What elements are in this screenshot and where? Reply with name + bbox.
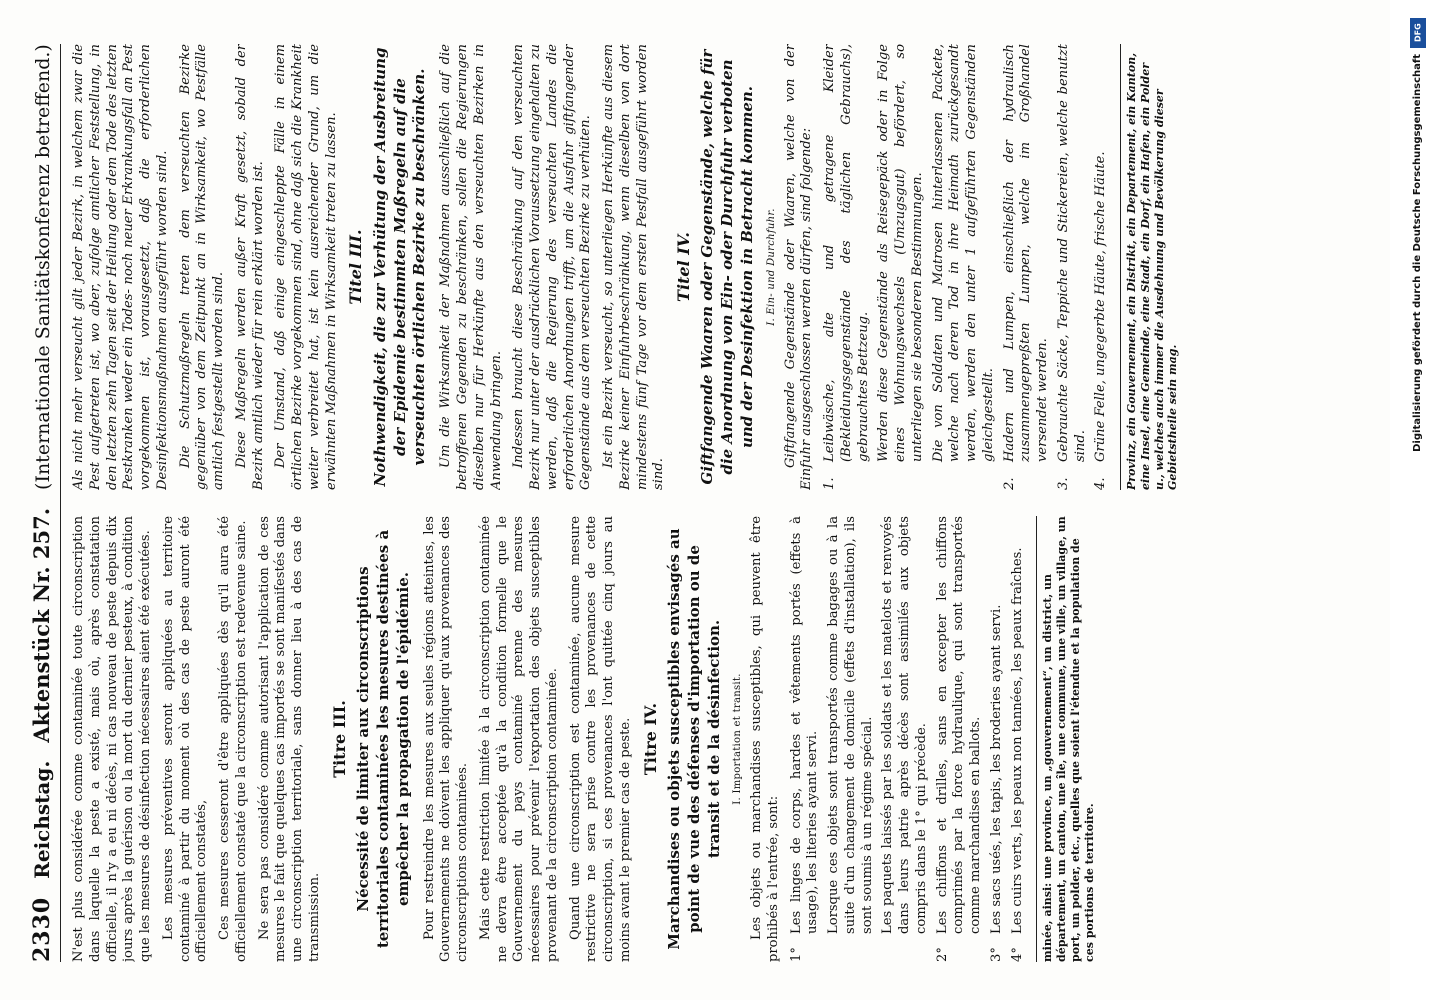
title-iii: Titre III. — [329, 700, 349, 778]
item-list — [789, 516, 1027, 962]
item-number — [826, 940, 876, 962]
header-act-number: Aktenstück Nr. 257. — [29, 507, 54, 743]
title-iv: Titre IV. — [640, 702, 660, 776]
item-text: Grüne Felle, ungegerbte Häute, frische Häute. — [1093, 151, 1109, 462]
paragraph: Les mesures préventives seront appliquées au territoire contaminé à partir du moment où des cas de peste auront été officiellement constatés, — [160, 516, 210, 962]
item-text: Die von Soldaten und Matrosen hinterlassenen Packete, welche nach deren Tod in ihre Heimath zurückgesandt werden, werden den unter 1 aufgeführten Gegenständen gleichgestellt. — [930, 44, 996, 462]
watermark-text: Digitalisierung gefördert durch die Deutsche Forschungsgemeinschaft — [1412, 54, 1423, 452]
list-item — [826, 516, 876, 962]
item-text: Hadern und Lumpen, einschließlich der hydraulisch zusammengepreßten Lumpen, welche im Großhandel versendet werden. — [1001, 44, 1051, 462]
item-text: Gebrauchte Säcke, Teppiche und Stickereien, welche benutzt sind. — [1055, 44, 1088, 462]
item-text: Les cuirs verts, les peaux non tannées, les peaux fraîches. — [1009, 547, 1025, 934]
paragraph: Quand une circonscription est contaminée, aucune mesure restrictive ne sera prise contre les provenances de cette circonscription, si ces provenances l'ont quittée cinq jours au moins avant le premier cas de peste. — [567, 516, 633, 962]
paragraph: Die Schutzmaßregeln treten dem verseuchten Bezirke gegenüber von dem Zeitpunkt an in Wirksamkeit, wo Pestfälle amtlich festgestellt worden sind. — [177, 44, 227, 490]
french-column — [71, 516, 1371, 962]
list-item — [989, 516, 1006, 962]
header-subject: (Internationale Sanitätskonferenz betreffend.) — [32, 44, 54, 490]
paragraph: Der Umstand, daß einige eingeschleppte Fälle in einem örtlichen Bezirke vorgekommen sind, ohne daß sich die Krankheit weiter verbreitet hat, ist kein ausreichender Grund, um die erwähnten Maßnahmen in Wirksamkeit treten zu lassen. — [273, 44, 339, 490]
title-iv: Titel IV. — [674, 232, 694, 302]
item-number: 2° — [934, 947, 950, 962]
section-heading: Nothwendigkeit, die zur Verhütung der Ausbreitung der Epidemie bestimmten Maßregeln auf die verseuchten örtlichen Bezirke zu beschränken. — [370, 47, 429, 487]
paragraph: Ces mesures cesseront d'être appliquées dès qu'il aura été officiellement constaté que la circonscription est redevenue saine. — [217, 516, 249, 962]
list-item — [931, 44, 998, 490]
section-heading: Giftfangende Waaren oder Gegenstände, welche für die Anordnung von Ein- oder Durchfuhr verboten und der Desinfektion in Betracht kommen. — [698, 49, 757, 485]
list-item — [876, 44, 926, 490]
item-list — [822, 44, 1110, 490]
item-text: Leibwäsche, alte und getragene Kleider (Bekleidungsgegenstände des täglichen Gebrauchs), gebrauchtes Bettzeug. — [822, 44, 871, 462]
two-column-body — [71, 44, 1371, 962]
list-item — [1010, 516, 1027, 962]
paragraph: Giftfangende Gegenstände oder Waaren, welche von der Einfuhr ausgeschlossen werden dürfen, sind folgende: — [782, 44, 815, 490]
german-column — [71, 44, 1371, 490]
item-number: 4. — [1093, 477, 1109, 490]
title-iii: Titel III. — [346, 229, 366, 305]
paragraph: Indessen braucht diese Beschränkung auf den verseuchten Bezirk nur unter der ausdrücklichen Voraussetzung eingehalten zu werden, daß die Regierung des verseuchten Landes die erforderlichen Anordnungen trifft, um die Ausfuhr giftfangender Gegenstände aus dem verseuchten Bezirke zu verhüten. — [511, 44, 594, 490]
paragraph: Ist ein Bezirk verseucht, so unterliegen Herkünfte aus diesem Bezirke keiner Einfuhrbeschränkung, wenn dieselben von dort mindestens fünf Tage vor dem ersten Pestfall ausgeführt worden sind. — [601, 44, 667, 490]
dfg-watermark — [1410, 10, 1428, 990]
page-number: 2330 — [29, 896, 55, 962]
item-number: 4° — [1009, 947, 1025, 962]
paragraph: Ne sera pas considéré comme autorisant l'application de ces mesures le fait que quelques cas importés se sont manifestés dans une circonscription territoriale, sans donner lieu à des cas de transmission. — [256, 516, 322, 962]
paragraph: Pour restreindre les mesures aux seules régions atteintes, les Gouvernements ne doivent les appliquer qu'aux provenances des circonscriptions contaminées. — [421, 516, 471, 962]
list-item — [1093, 44, 1110, 490]
list-item — [1056, 44, 1090, 490]
paragraph: N'est plus considérée comme contaminée toute circonscription dans laquelle la peste a existé, mais où, après constatation officielle, il n'y a eu ni décès, ni cas nouveau de peste depuis dix jours après la guérison ou la mort du dernier pesteux, à condition que les mesures de désinfection nécessaires aient été exécutées. — [71, 516, 154, 962]
item-number: 3. — [1055, 477, 1071, 490]
paragraph: Mais cette restriction limitée à la circonscription contaminée ne devra être acceptée qu'à la condition formelle que le Gouvernement du pays contaminé prenne des mesures nécessaires pour prévenir l'exportation des objets susceptibles provenant de la circonscription contaminée. — [477, 516, 560, 962]
section-heading: Nécessité de limiter aux circonscriptions territoriales contaminées les mesures destinées à empêcher la propagation de l'épidémie. — [354, 529, 412, 949]
item-number — [880, 940, 930, 962]
paragraph: Diese Maßregeln werden außer Kraft gesetzt, sobald der Bezirk amtlich wieder für rein erklärt worden ist. — [233, 44, 266, 490]
paragraph: Als nicht mehr verseucht gilt jeder Bezirk, in welchem zwar die Pest aufgetreten ist, wo aber, zufolge amtlicher Feststellung, in den letzten zehn Tagen seit der Heilung oder dem Tode des letzten Pestkranken weder ein Todes- noch neuer Erkrankungsfall an Pest vorgekommen ist, vorausgesetzt, daß die erforderlichen Desinfektionsmaßnahmen ausgeführt worden sind. — [71, 44, 170, 490]
header-reichstag: Reichstag. — [30, 760, 54, 879]
item-text: Lorsque ces objets sont transportés comme bagages ou à la suite d'un changement de domicile (effets d'installation), ils sont soumis à un régime spécial. — [826, 516, 875, 934]
section-heading: Marchandises ou objets susceptibles envisagés au point de vue des défenses d'importation ou de transit et de la désinfection. — [664, 528, 723, 950]
paragraph: Um die Wirksamkeit der Maßnahmen ausschließlich auf die betroffenen Gegenden zu beschränken, sollen die Regierungen dieselben nur für Herkünfte aus den verseuchten Bezirken in Anwendung bringen. — [438, 44, 504, 490]
item-text: Les sacs usés, les tapis, les broderies ayant servi. — [988, 604, 1004, 934]
item-text: Les linges de corps, hardes et vêtements portés (effets à usage), les literies ayant servi. — [788, 516, 821, 934]
item-number — [931, 468, 998, 490]
page-header — [28, 44, 61, 962]
subsection-heading: I. Ein- und Durchfuhr. — [765, 208, 777, 326]
item-text: Les chiffons et drilles, sans en excepter les chiffons comprimés par la force hydraulique, qui sont transportés comme marchandises en ballots. — [934, 516, 984, 934]
item-number: 2. — [1001, 477, 1017, 490]
footnote: Provinz, ein Gouvernement, ein Distrikt, ein Departement, ein Kanton, eine Insel, eine Gemeinde, eine Stadt, ein Dorf, ein Hafen, ein Polder u., welches auch immer die Ausdehnung und Bevölkerung dieser Gebietstheile sein mag. — [1120, 44, 1180, 490]
list-item — [935, 516, 985, 962]
item-number: 1. — [822, 477, 838, 490]
footnote: minée, ainsi: une province, un „gouvernement“, un district, un département, un canton, une île, une commune, une ville, un village, un port, un polder, etc., quelles que soient l'étendue et la population de ces portions de territoire. — [1036, 516, 1096, 962]
subsection-heading: I. Importation et transit. — [732, 673, 744, 805]
item-text: Les paquets laissés par les soldats et les matelots et renvoyés dans leurs patrie après décès sont assimilés aux objets compris dans le 1° qui précède. — [880, 516, 929, 934]
list-item — [789, 516, 823, 962]
item-number: 3° — [988, 947, 1004, 962]
list-item — [822, 44, 872, 490]
dfg-logo-icon: DFG — [1410, 18, 1426, 48]
item-number: 1° — [788, 947, 804, 962]
item-text: Werden diese Gegenstände als Reisegepäck oder in Folge eines Wohnungswechsels (Umzugsgut) befördert, so unterliegen sie besonderen Bestimmungen. — [876, 44, 925, 462]
list-item — [1002, 44, 1052, 490]
list-item — [880, 516, 930, 962]
paragraph: Les objets ou marchandises susceptibles, qui peuvent être prohibés à l'entrée, sont: — [749, 516, 781, 962]
item-number — [876, 468, 926, 490]
